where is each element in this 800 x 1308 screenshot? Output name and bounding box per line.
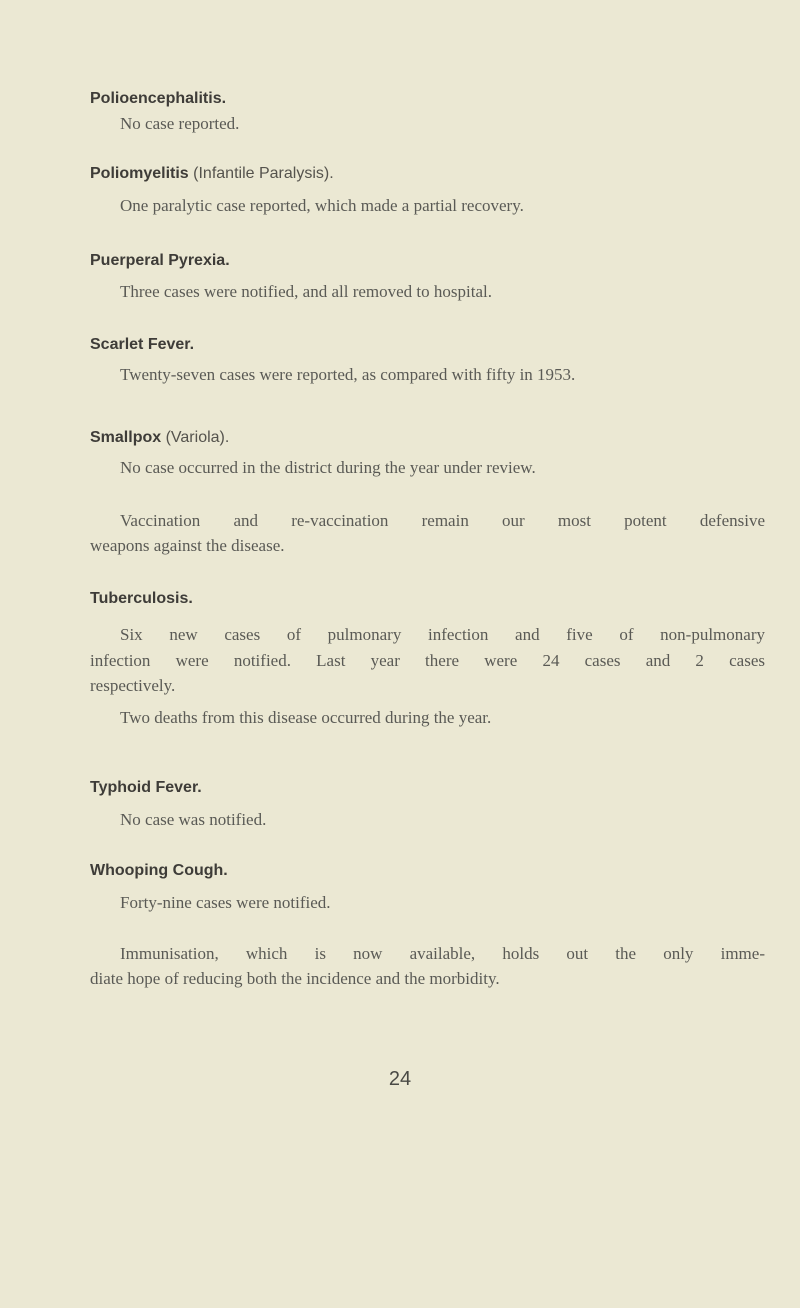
heading-puerperal-pyrexia: Puerperal Pyrexia. (90, 252, 230, 269)
paragraph-line: One paralytic case reported, which made a partial recovery. (120, 196, 524, 215)
paragraph-line: Three cases were notified, and all removed to hospital. (120, 282, 492, 301)
heading-scarlet-fever: Scarlet Fever. (90, 336, 195, 353)
paragraph-line: No case reported. (120, 114, 240, 133)
paragraph-line: weapons against the disease. (90, 536, 285, 555)
heading-text: Poliomyelitis (90, 165, 189, 182)
heading-polioencephalitis: Polioencephalitis. (90, 90, 227, 107)
paragraph-line: Forty-nine cases were notified. (120, 893, 331, 912)
paragraph-line: Two deaths from this disease occurred during the year. (120, 708, 492, 727)
paragraph-line: Vaccination and re-vaccination remain our most potent defensive (120, 511, 765, 530)
heading-text: Smallpox (90, 429, 162, 446)
heading-tuberculosis: Tuberculosis. (90, 590, 193, 607)
page-number: 24 (388, 1068, 412, 1090)
heading-subtitle: (Variola). (165, 429, 230, 446)
paragraph-line: Immunisation, which is now available, holds out the only imme- (120, 944, 765, 963)
paragraph-line: diate hope of reducing both the incidence and the morbidity. (90, 969, 500, 988)
heading-whooping-cough: Whooping Cough. (90, 862, 228, 879)
paragraph-line: respectively. (90, 676, 176, 695)
heading-typhoid-fever: Typhoid Fever. (90, 779, 202, 796)
paragraph-line: infection were notified. Last year there were 24 cases and 2 cases (90, 651, 765, 670)
paragraph-line: Six new cases of pulmonary infection and five of non-pulmonary (120, 625, 765, 644)
paragraph-line: No case was notified. (120, 810, 267, 829)
heading-smallpox (90, 429, 229, 447)
heading-subtitle: (Infantile Paralysis). (193, 165, 334, 182)
heading-poliomyelitis (90, 165, 334, 183)
paragraph-line: Twenty-seven cases were reported, as compared with fifty in 1953. (120, 365, 576, 384)
paragraph-line: No case occurred in the district during the year under review. (120, 458, 536, 477)
